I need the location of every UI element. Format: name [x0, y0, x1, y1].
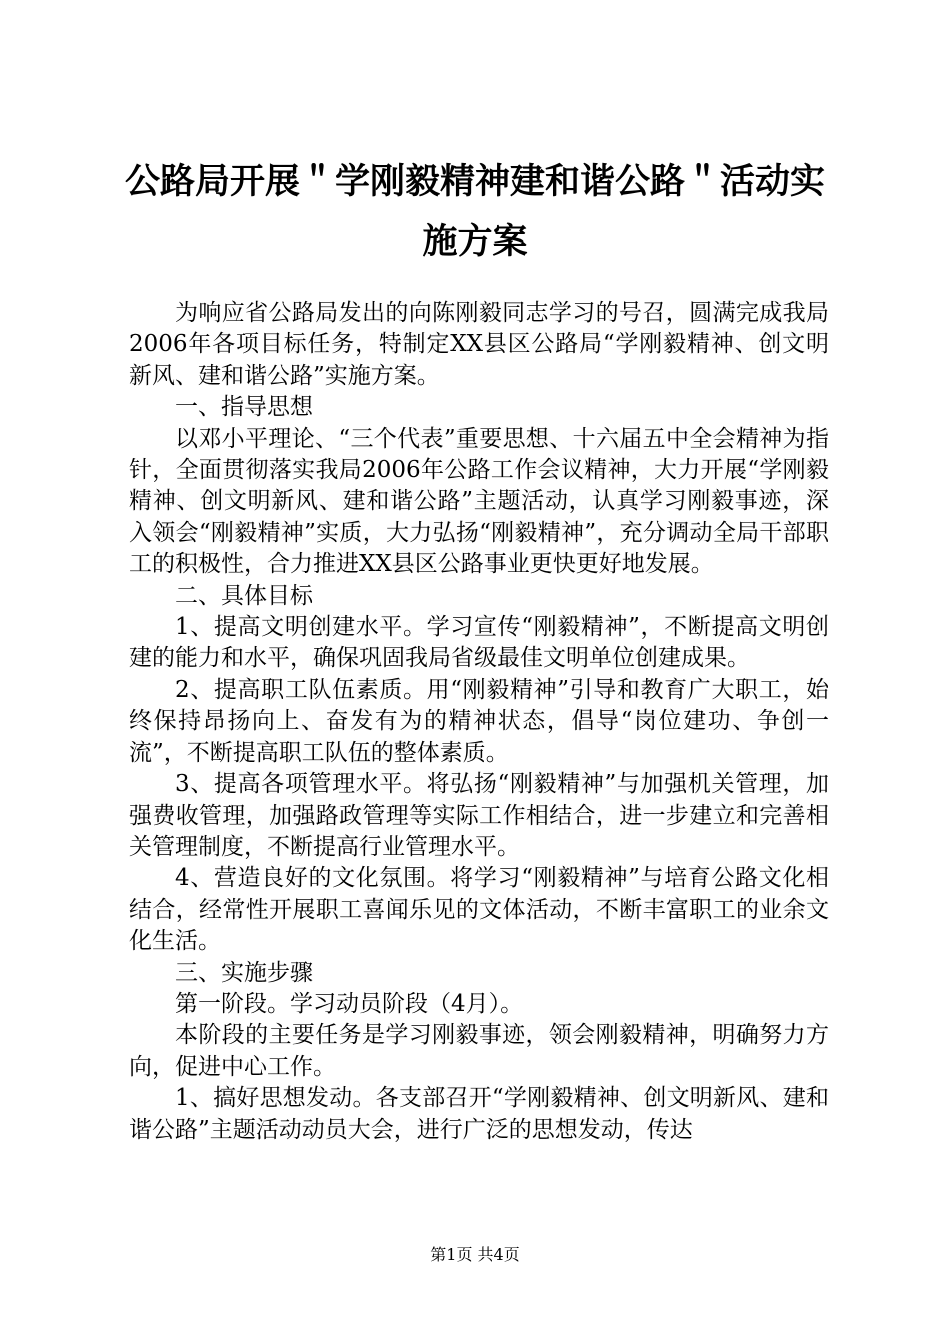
paragraph-goal-3: 3、提高各项管理水平。将弘扬“刚毅精神”与加强机关管理，加强费收管理，加强路政管理等实际工作相结合，进一步建立和完善相关管理制度，不断提高行业管理水平。	[129, 771, 829, 860]
paragraph-goal-1: 1、提高文明创建水平。学习宣传“刚毅精神”，不断提高文明创建的能力和水平，确保巩固我局省级最佳文明单位创建成果。	[129, 614, 829, 672]
paragraph-phase-1-task: 本阶段的主要任务是学习刚毅事迹，领会刚毅精神，明确努力方向，促进中心工作。	[129, 1022, 829, 1080]
paragraph-goal-4: 4、营造良好的文化氛围。将学习“刚毅精神”与培育公路文化相结合，经常性开展职工喜闻乐见的文体活动，不断丰富职工的业余文化生活。	[129, 865, 829, 955]
paragraph-phase-1-item-1: 1、搞好思想发动。各支部召开“学刚毅精神、创文明新风、建和谐公路”主题活动动员大会，进行广泛的思想发动，传达	[129, 1085, 829, 1143]
page-footer: 第1页 共4页	[430, 1245, 520, 1264]
document-body	[129, 298, 829, 1146]
paragraph-intro: 为响应省公路局发出的向陈刚毅同志学习的号召，圆满完成我局2006年各项目标任务，特制定XX县区公路局“学刚毅精神、创文明新风、建和谐公路”实施方案。	[129, 300, 829, 389]
paragraph-goal-2: 2、提高职工队伍素质。用“刚毅精神”引导和教育广大职工，始终保持昂扬向上、奋发有为的精神状态，倡导“岗位建功、争创一流”，不断提高职工队伍的整体素质。	[129, 676, 829, 766]
paragraph-guiding-thought: 以邓小平理论、“三个代表”重要思想、十六届五中全会精神为指针，全面贯彻落实我局2006年公路工作会议精神，大力开展“学刚毅精神、创文明新风、建和谐公路”主题活动，认真学习刚毅事迹，深入领会“刚毅精神”实质，大力弘扬“刚毅精神”，充分调动全局干部职工的积极性，合力推进XX县区公路事业更快更好地发展。	[129, 425, 829, 578]
paragraph-phase-1: 第一阶段。学习动员阶段（4月）。	[175, 990, 524, 1017]
heading-implementation-steps: 三、实施步骤	[175, 959, 313, 986]
heading-specific-goals: 二、具体目标	[175, 582, 313, 609]
heading-guiding-thought: 一、指导思想	[175, 394, 313, 421]
document-title-line-1: 公路局开展＂学刚毅精神建和谐公路＂活动实	[124, 162, 825, 202]
document-title-line-2: 施方案	[422, 222, 528, 262]
